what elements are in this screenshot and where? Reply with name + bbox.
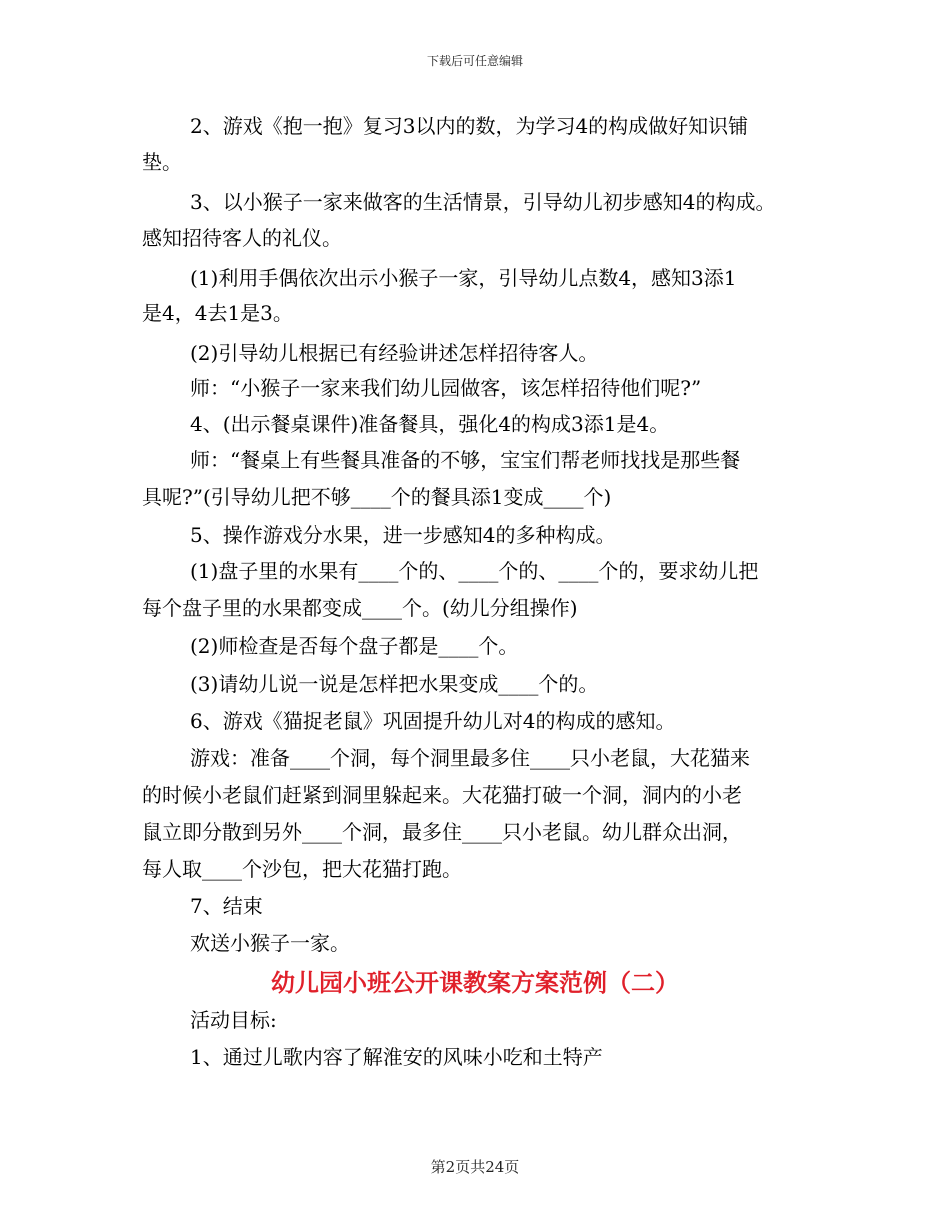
paragraph-line: 每人取____个沙包，把大花猫打跑。 (142, 857, 462, 881)
paragraph-line: (2)引导幼儿根据已有经验讲述怎样招待客人。 (190, 341, 599, 365)
paragraph-line: 7、结束 (190, 894, 263, 918)
paragraph-line: 具呢?”(引导幼儿把不够____个的餐具添1变成____个) (142, 485, 612, 509)
paragraph-line: 5、操作游戏分水果，进一步感知4的多种构成。 (190, 523, 616, 547)
page-footer: 第2页共24页 (430, 1158, 520, 1176)
paragraph-line: 欢送小猴子一家。 (190, 931, 350, 955)
paragraph-line: 鼠立即分散到另外____个洞，最多住____只小老鼠。幼儿群众出洞， (142, 820, 742, 844)
paragraph-line: 师：“小猴子一家来我们幼儿园做客，该怎样招待他们呢?” (190, 376, 702, 400)
section-title: 幼儿园小班公开课教案方案范例（二） (271, 968, 679, 997)
paragraph-line: 每个盘子里的水果都变成____个。(幼儿分组操作) (142, 596, 578, 620)
paragraph-line: (1)利用手偶依次出示小猴子一家，引导幼儿点数4，感知3添1 (190, 266, 737, 290)
paragraph-line: 垫。 (142, 150, 182, 174)
paragraph-line: (2)师检查是否每个盘子都是____个。 (190, 634, 519, 658)
paragraph-line: 6、游戏《猫捉老鼠》巩固提升幼儿对4的构成的感知。 (190, 709, 676, 733)
paragraph-line: (1)盘子里的水果有____个的、____个的、____个的，要求幼儿把 (190, 559, 759, 583)
paragraph-line: 感知招待客人的礼仪。 (142, 226, 342, 250)
paragraph-line: 的时候小老鼠们赶紧到洞里躲起来。大花猫打破一个洞，洞内的小老 (142, 783, 742, 807)
paragraph-line: 2、游戏《抱一抱》复习3以内的数，为学习4的构成做好知识铺 (190, 114, 749, 138)
paragraph-line: (3)请幼儿说一说是怎样把水果变成____个的。 (190, 672, 599, 696)
paragraph-line: 1、通过儿歌内容了解淮安的风味小吃和土特产 (190, 1045, 603, 1069)
paragraph-line: 师：“餐桌上有些餐具准备的不够，宝宝们帮老师找找是那些餐 (190, 448, 741, 472)
paragraph-line: 是4，4去1是3。 (142, 301, 293, 325)
paragraph-line: 游戏：准备____个洞，每个洞里最多住____只小老鼠，大花猫来 (190, 746, 750, 770)
paragraph-line: 活动目标: (190, 1008, 277, 1032)
paragraph-line: 3、以小猴子一家来做客的生活情景，引导幼儿初步感知4的构成。 (190, 190, 776, 214)
paragraph-line: 4、(出示餐桌课件)准备餐具，强化4的构成3添1是4。 (190, 412, 670, 436)
page-header: 下载后可任意编辑 (426, 54, 523, 68)
